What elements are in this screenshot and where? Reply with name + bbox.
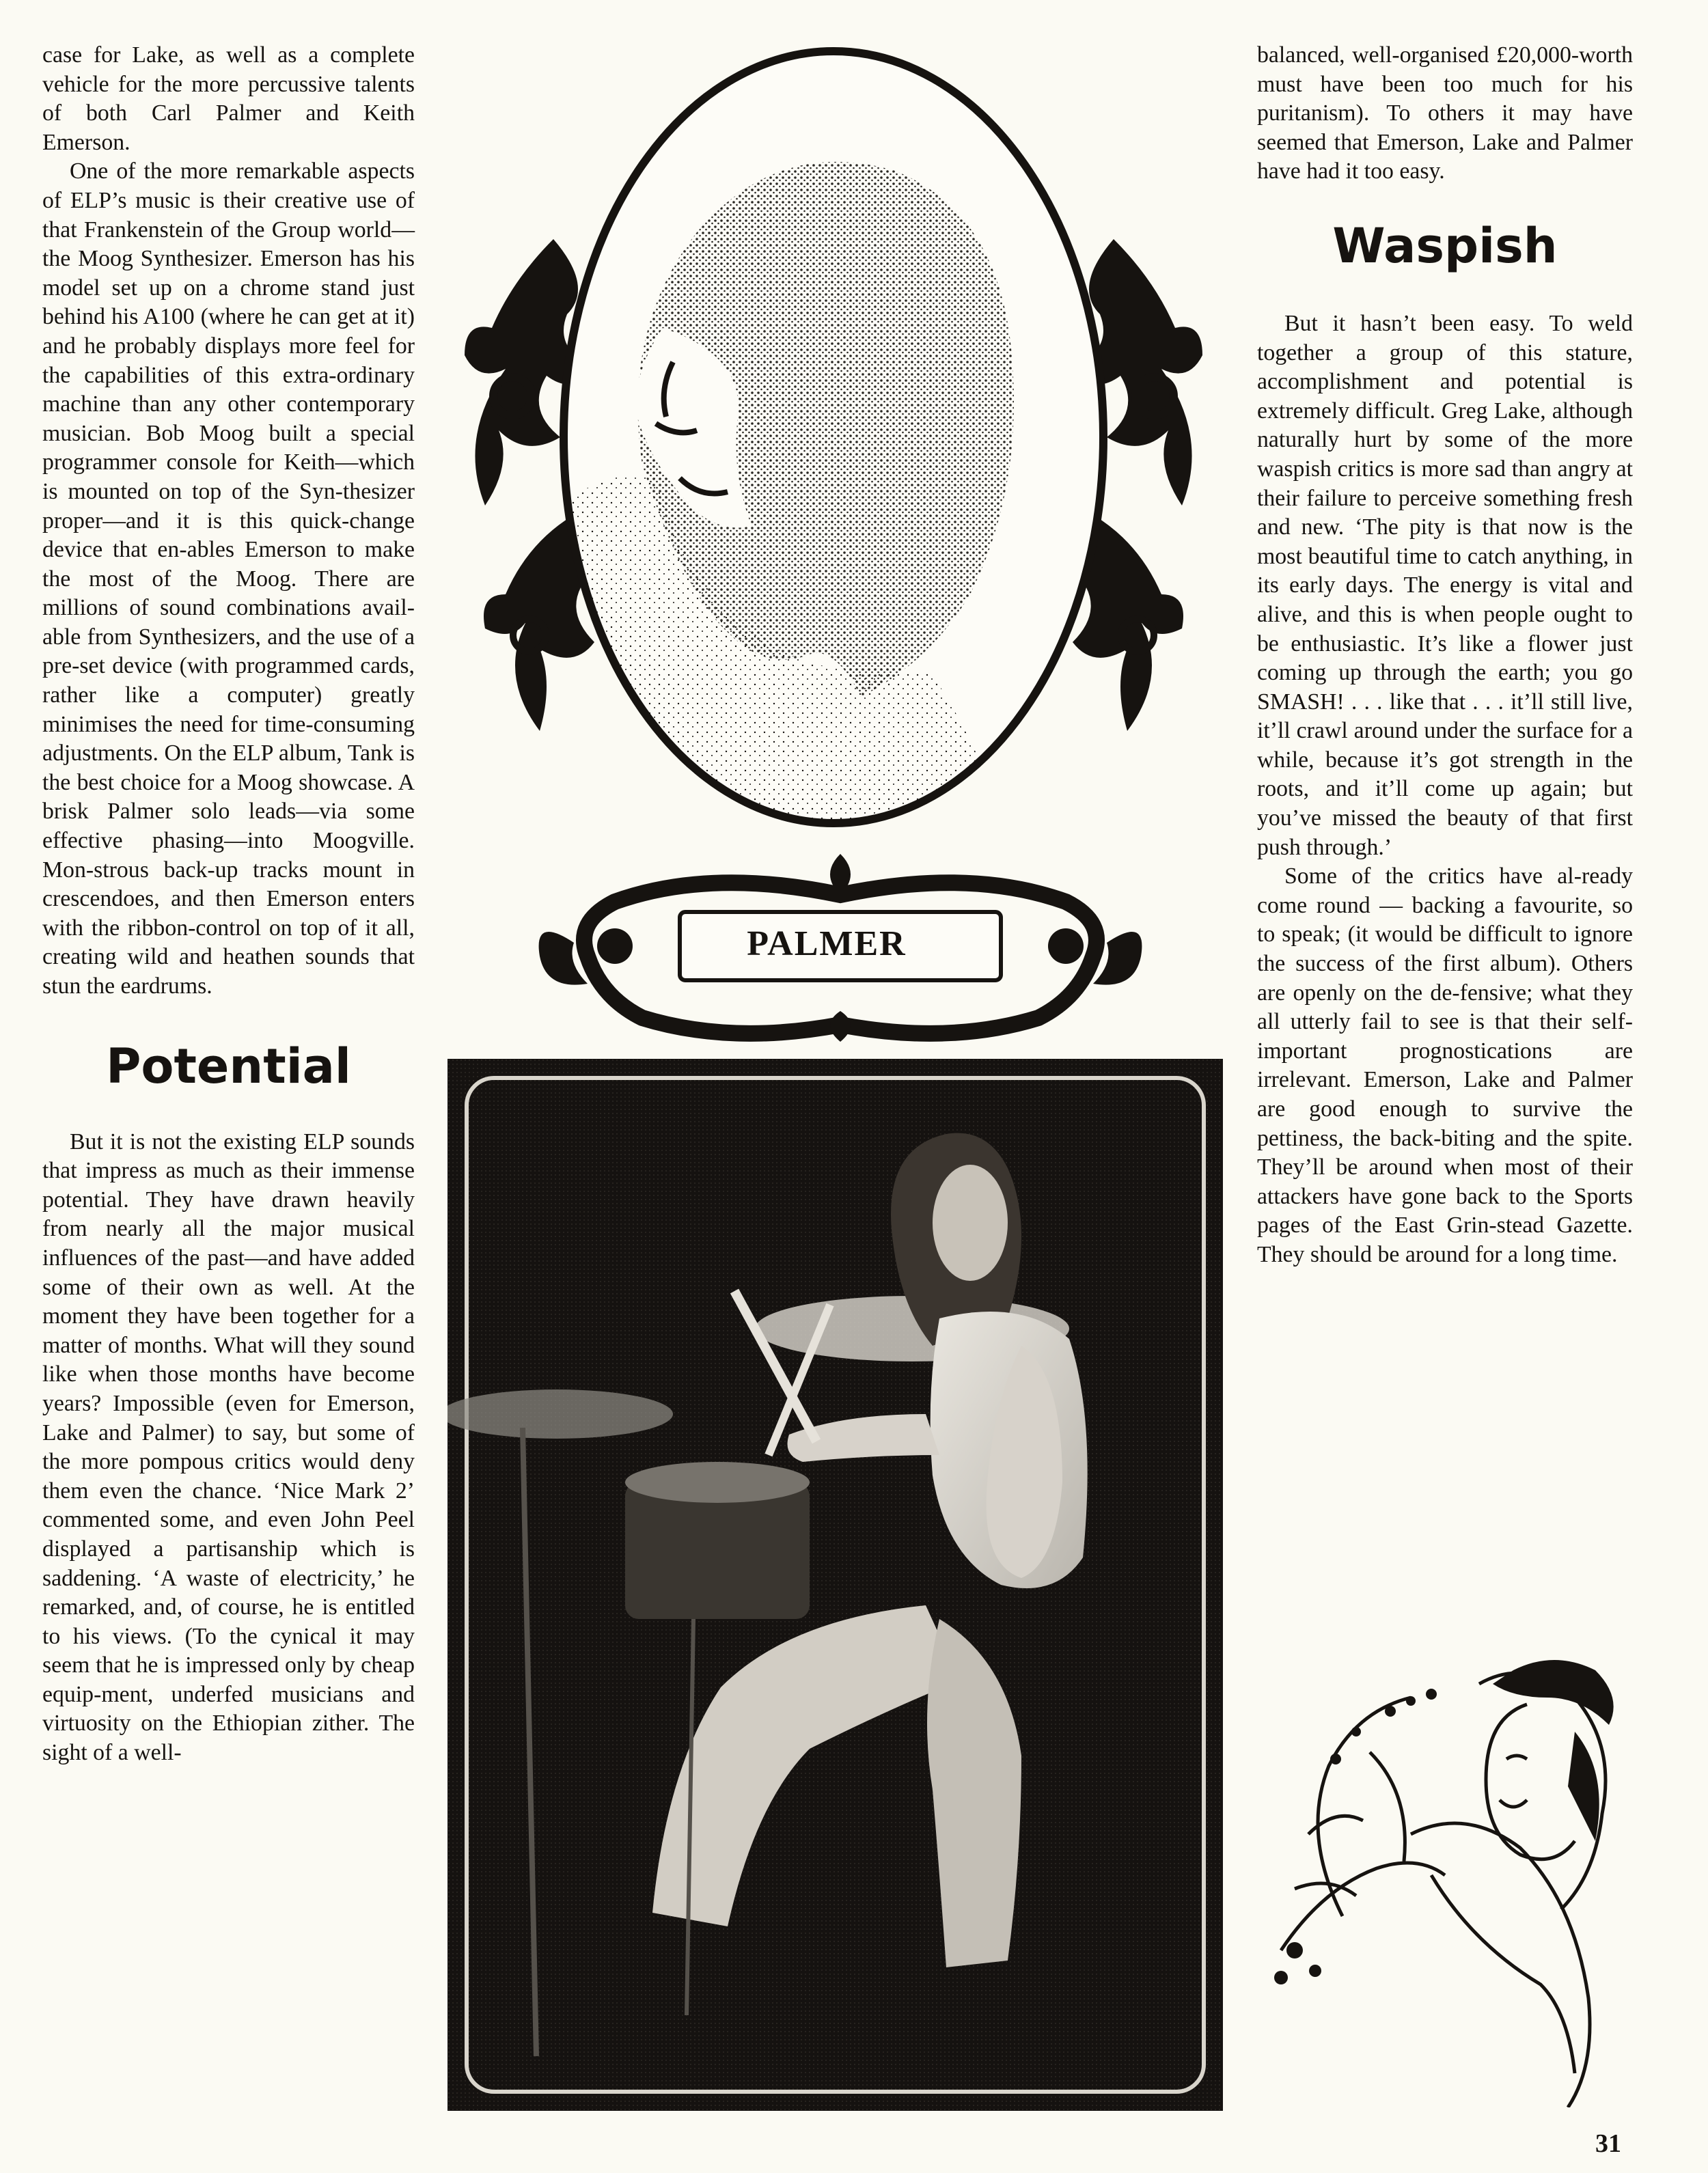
right-paragraph-2: But it hasn’t been easy. To weld together a group of this stature, accomplishment and potential is extremely difficult. Greg Lake, although naturally hurt by some of the more waspish critics is more sad than angry at their failure to perceive something fresh and new. ‘The pity is that now is the most beautiful time to catch anything, in its early days. The energy is vital and alive, and this is when people ought to be enthusiastic. It’s like a flower just coming up through the earth; you go SMASH! . . . like that . . . it’ll still live, it’ll crawl around under the surface for a while, because it’s got strength in the roots, and it’ll come up again; but you’ve missed the beauty of that first push through.’ bbox=[1257, 310, 1633, 860]
page-number: 31 bbox=[1595, 2129, 1621, 2158]
heading-potential: Potential bbox=[106, 1038, 351, 1094]
drummer-photo bbox=[447, 1059, 1223, 2111]
name-plate-label: PALMER bbox=[747, 924, 907, 963]
portrait-illustration bbox=[437, 41, 1230, 861]
left-paragraph-2: One of the more remarkable aspects of ELP’s music is their creative use of that Frankenstein of the Group world—the Moog Synthesizer. Emerson has his model set up on a chrome stand just behind his A100 (where he can get at it) and he probably displays more feel for the capabilities of this extra-ordinary machine than any other contemporary musician. Bob Moog built a special programmer console for Keith—which is mounted on top of the Syn-thesizer proper—and it is this quick-change device that en-ables Emerson to make the most of the Moog. There are millions of sound combinations avail-able from Synthesizers, and the use of a pre-set device (with programmed cards, rather like a computer) greatly minimises the need for time-consuming adjustments. On the ELP album, Tank is the best choice for a Moog showcase. A brisk Palmer solo leads—via some effective phasing—into Moogville. Mon-strous back-up tracks mount in crescendoes, and then Emerson enters with the ribbon-control on top of it all, creating wild and heathen sounds that stun the eardrums. bbox=[42, 158, 415, 999]
right-column bbox=[1257, 41, 1633, 1270]
right-paragraph-1: balanced, well-organised £20,000-worth must have been too much for his puritanism). To others it may have seemed that Emerson, Lake and Palmer have had it too easy. bbox=[1257, 42, 1633, 184]
left-paragraph-1: case for Lake, as well as a complete vehicle for the more percussive talents of both Carl Palmer and Keith Emerson. bbox=[42, 42, 415, 155]
left-paragraph-3: But it is not the existing ELP sounds that impress as much as their immense potential. They have drawn heavily from nearly all the major musical influences of the past—and have added some of their own as well. At the moment they have been together for a matter of months. What will they sound like when those months have become years? Impossible (even for Emerson, Lake and Palmer) to say, but some of the more pompous critics would deny them even the chance. ‘Nice Mark 2’ commented some, and even John Peel displayed a partisanship which is saddening. ‘A waste of electricity,’ he remarked, and, of course, he is entitled to his views. (To the cynical it may seem that he is impressed only by cheap equip-ment, underfed musicians and virtuosity on the Ethiopian zither. The sight of a well- bbox=[42, 1129, 415, 1766]
left-column bbox=[42, 41, 415, 1768]
woman-illustration bbox=[1254, 1629, 1633, 2107]
right-paragraph-3: Some of the critics have al-ready come round — backing a favourite, so to speak; (it would be difficult to ignore the success of the first album). Others are openly on the de-fensive; what they all utterly fail to see is that their self-important prognostications are irrelevant. Emerson, Lake and Palmer are good enough to survive the pettiness, the back-biting and the spite. They’ll be around when most of their attackers have gone back to the Sports pages of the East Grin-stead Gazette. They should be around for a long time. bbox=[1257, 863, 1633, 1267]
heading-waspish: Waspish bbox=[1332, 217, 1558, 274]
